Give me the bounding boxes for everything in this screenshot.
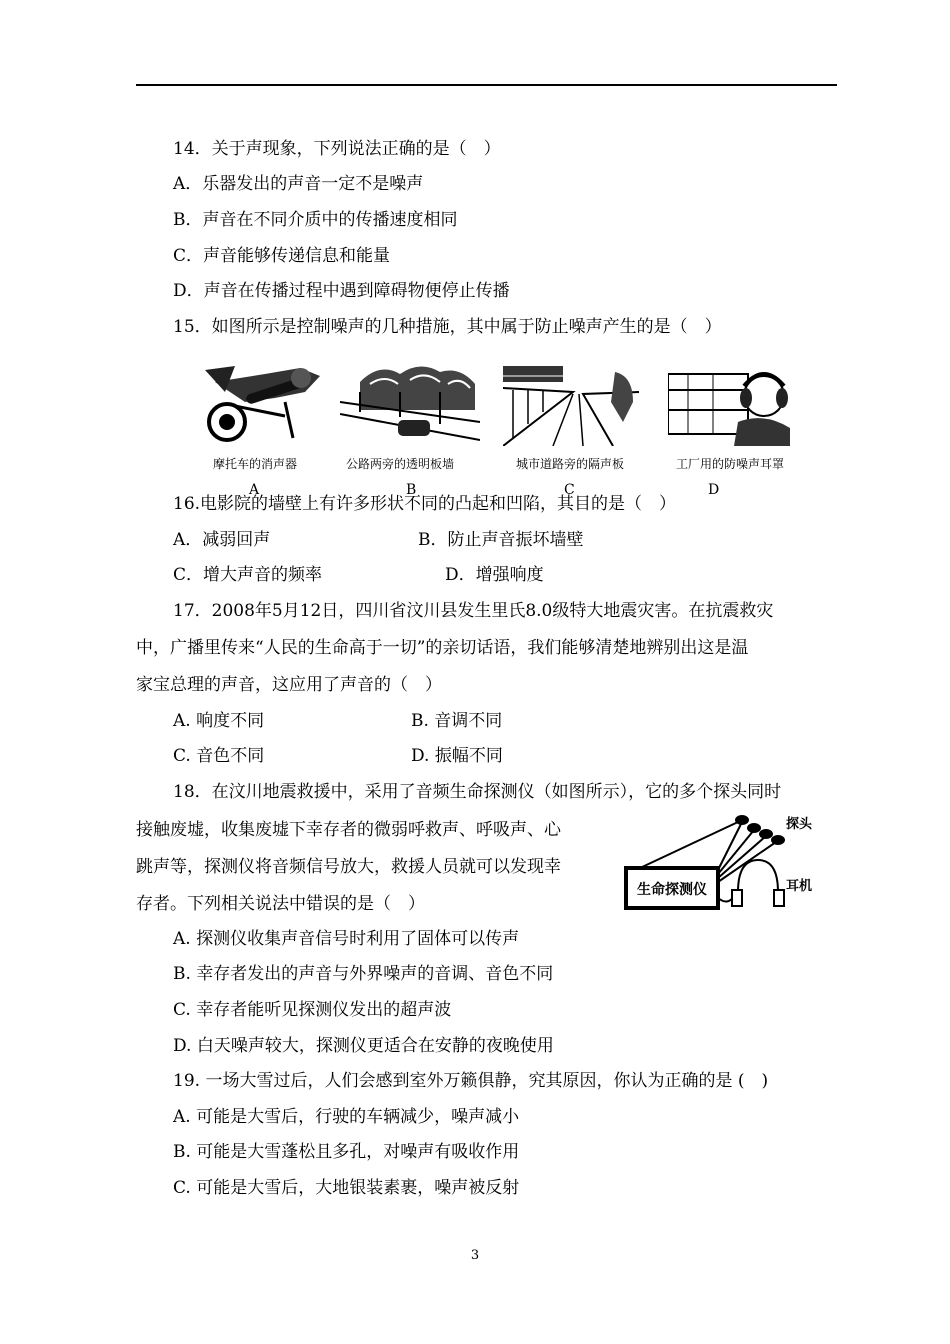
q18-option-d: D. 白天噪声较大，探测仪更适合在安静的夜晚使用	[173, 1036, 554, 1056]
transparent-wall-illustration	[340, 362, 480, 446]
q15-letter-b: B	[406, 482, 417, 498]
sound-barrier-illustration	[503, 362, 639, 446]
q14-stem: 14．关于声现象，下列说法正确的是（ ）	[173, 139, 501, 159]
q16-option-d: D．增强响度	[445, 565, 544, 585]
header-rule	[136, 84, 837, 86]
q16-option-b: B．防止声音振坏墙壁	[418, 530, 584, 550]
q15-letter-d: D	[708, 482, 720, 498]
q15-caption-d: 工厂用的防噪声耳罩	[675, 457, 784, 471]
q14-option-a: A．乐器发出的声音一定不是噪声	[173, 174, 424, 194]
q18-line-4: 存者。下列相关说法中错误的是（ ）	[136, 894, 425, 914]
q17-line-1: 17．2008年5月12日，四川省汶川县发生里氏8.0级特大地震灾害。在抗震救灾	[173, 601, 774, 621]
probe-icon	[747, 823, 761, 833]
q14-option-b: B．声音在不同介质中的传播速度相同	[173, 210, 458, 230]
q18-option-a: A. 探测仪收集声音信号时利用了固体可以传声	[173, 929, 520, 949]
q15-caption-b: 公路两旁的透明板墙	[345, 457, 454, 471]
ear-muffs-illustration	[668, 362, 794, 446]
q17-option-c: C. 音色不同	[173, 746, 265, 766]
life-detector-illustration	[620, 808, 820, 912]
q15-stem: 15．如图所示是控制噪声的几种措施，其中属于防止噪声产生的是（ ）	[173, 317, 722, 337]
probe-icon	[759, 829, 773, 839]
q15-caption-c: 城市道路旁的隔声板	[515, 457, 624, 471]
q16-stem: 16.电影院的墙壁上有许多形状不同的凸起和凹陷，其目的是（ ）	[173, 494, 677, 514]
q15-letter-c: C	[564, 482, 575, 498]
q19-option-a: A. 可能是大雪后，行驶的车辆减少，噪声减小	[173, 1107, 520, 1127]
page-number: 3	[470, 1248, 480, 1263]
q17-line-2: 中，广播里传来“人民的生命高于一切”的亲切话语，我们能够清楚地辨别出这是温	[136, 638, 749, 658]
q14-option-c: C．声音能够传递信息和能量	[173, 246, 391, 266]
q18-line-1: 18．在汶川地震救援中，采用了音频生命探测仪（如图所示），它的多个探头同时	[173, 782, 782, 802]
q17-option-d: D. 振幅不同	[411, 746, 503, 766]
probe-icon	[735, 815, 749, 825]
motorcycle-muffler-illustration	[205, 362, 325, 446]
q15-caption-a: 摩托车的消声器	[212, 457, 297, 471]
q18-option-c: C. 幸存者能听见探测仪发出的超声波	[173, 1000, 452, 1020]
q17-line-3: 家宝总理的声音，这应用了声音的（ ）	[136, 675, 442, 695]
q18-line-2: 接触废墟，收集废墟下幸存者的微弱呼救声、呼吸声、心	[136, 820, 561, 840]
q18-line-3: 跳声等，探测仪将音频信号放大，救援人员就可以发现幸	[136, 857, 561, 877]
q14-option-d: D．声音在传播过程中遇到障碍物便停止传播	[173, 281, 510, 301]
probe-icon	[771, 835, 785, 845]
q16-option-a: A．减弱回声	[173, 530, 271, 550]
q19-option-b: B. 可能是大雪蓬松且多孔，对噪声有吸收作用	[173, 1142, 520, 1162]
q19-option-c: C. 可能是大雪后，大地银装素裹，噪声被反射	[173, 1178, 520, 1198]
q17-option-a: A. 响度不同	[173, 711, 265, 731]
q16-option-c: C．增大声音的频率	[173, 565, 323, 585]
q19-stem: 19. 一场大雪过后，人们会感到室外万籁俱静，究其原因，你认为正确的是 ( )	[173, 1071, 769, 1091]
q18-option-b: B. 幸存者发出的声音与外界噪声的音调、音色不同	[173, 964, 554, 984]
detector-label: 生命探测仪	[637, 882, 707, 898]
probe-label: 探头	[786, 817, 813, 832]
q17-option-b: B. 音调不同	[411, 711, 503, 731]
q15-letter-a: A	[249, 482, 260, 498]
earphone-label: 耳机	[786, 879, 813, 894]
